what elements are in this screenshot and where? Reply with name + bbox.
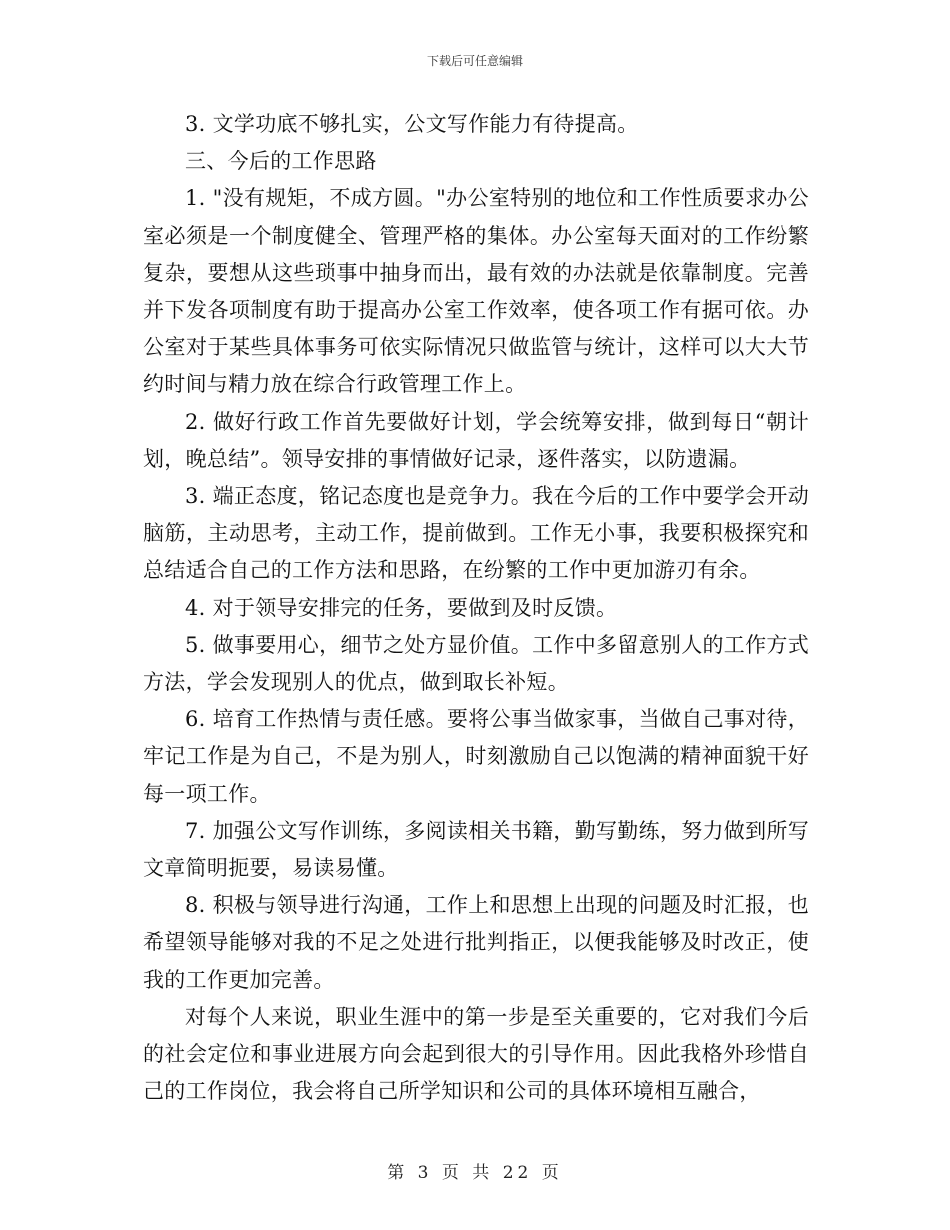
paragraph: 对每个人来说，职业生涯中的第一步是至关重要的，它对我们今后的社会定位和事业进展方向会起到很大的引导作用。因此我格外珍惜自己的工作岗位，我会将自己所学知识和公司的具体环境相互融合， xyxy=(143,1004,809,1104)
section-heading: 三、今后的工作思路 xyxy=(185,149,377,174)
page-number: 第 3 页 共 22 页 xyxy=(387,1163,563,1183)
paragraph: 6. 培育工作热情与责任感。要将公事当做家事，当做自己事对待，牢记工作是为自己，不是为别人，时刻激励自己以饱满的精神面貌干好每一项工作。 xyxy=(143,707,810,806)
paragraph: 2. 做好行政工作首先要做好计划，学会统筹安排，做到每日“朝计划，晚总结”。领导安排的事情做好记录，逐件落实，以防遗漏。 xyxy=(143,409,809,471)
paragraph: 3. 文学功底不够扎实，公文写作能力有待提高。 xyxy=(185,112,639,136)
header-note: 下载后可任意编辑 xyxy=(426,54,523,68)
paragraph: 8. 积极与领导进行沟通，工作上和思想上出现的问题及时汇报，也希望领导能够对我的不足之处进行批判指正，以便我能够及时改正，使我的工作更加完善。 xyxy=(143,893,810,992)
paragraph: 7. 加强公文写作训练，多阅读相关书籍，勤写勤练，努力做到所写文章简明扼要，易读易懂。 xyxy=(143,818,810,881)
paragraph: 1. "没有规矩，不成方圆。"办公室特别的地位和工作性质要求办公室必须是一个制度健全、管理严格的集体。办公室每天面对的工作纷繁复杂，要想从这些琐事中抽身而出，最有效的办法就是依靠制度。完善并下发各项制度有助于提高办公室工作效率，使各项工作有据可依。办公室对于某些具体事务可依实际情况只做监管与统计，这样可以大大节约时间与精力放在综合行政管理工作上。 xyxy=(143,186,809,397)
paragraph: 3. 端正态度，铭记态度也是竞争力。我在今后的工作中要学会开动脑筋，主动思考，主动工作，提前做到。工作无小事，我要积极探究和总结适合自己的工作方法和思路，在纷繁的工作中更加游刃有余。 xyxy=(143,484,810,583)
paragraph: 5. 做事要用心，细节之处方显价值。工作中多留意别人的工作方式方法，学会发现别人的优点，做到取长补短。 xyxy=(143,632,810,695)
document-body xyxy=(143,106,809,1110)
paragraph: 4. 对于领导安排完的任务，要做到及时反馈。 xyxy=(185,595,618,620)
